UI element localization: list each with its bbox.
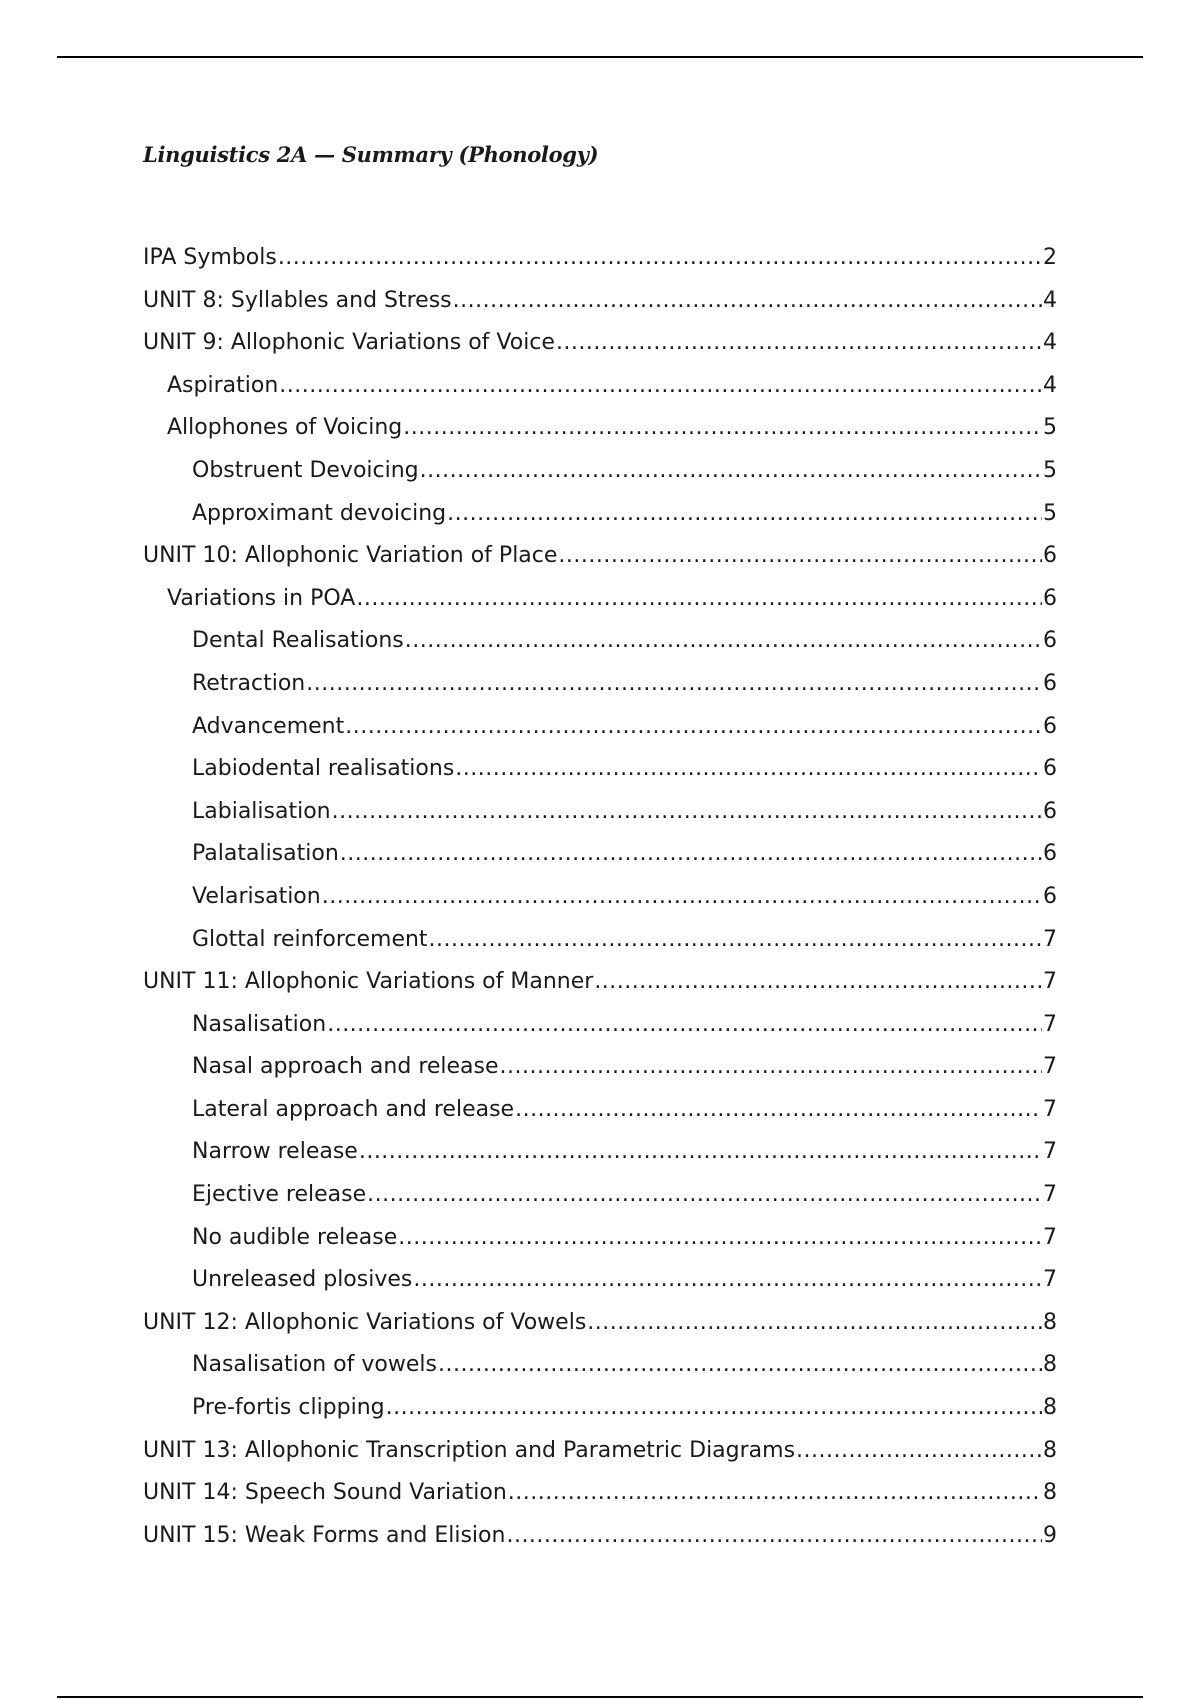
toc-entry[interactable] <box>143 535 1057 578</box>
toc-entry-label: UNIT 14: Speech Sound Variation <box>143 1480 507 1506</box>
toc-entry-label: Labiodental realisations <box>192 756 455 782</box>
toc-dot-leader <box>413 1259 1042 1302</box>
toc-entry-label: UNIT 13: Allophonic Transcription and Parametric Diagrams <box>143 1437 796 1463</box>
toc-entry-page-number: 6 <box>1043 670 1057 696</box>
toc-entry[interactable] <box>143 1046 1057 1089</box>
toc-entry[interactable] <box>143 1387 1057 1430</box>
toc-entry-page-number: 8 <box>1043 1309 1057 1335</box>
toc-dot-leader <box>420 450 1042 493</box>
toc-entry-label: UNIT 8: Syllables and Stress <box>143 287 452 313</box>
toc-entry-page-number: 9 <box>1043 1522 1057 1548</box>
toc-dot-leader <box>367 1174 1042 1217</box>
toc-dot-leader <box>558 535 1042 578</box>
toc-dot-leader <box>278 237 1042 280</box>
toc-entry[interactable] <box>143 1217 1057 1260</box>
toc-entry-label: Unreleased plosives <box>192 1267 413 1293</box>
toc-dot-leader <box>453 280 1042 323</box>
toc-entry-page-number: 6 <box>1043 841 1057 867</box>
toc-dot-leader <box>429 919 1042 962</box>
toc-entry-page-number: 4 <box>1043 330 1057 356</box>
toc-entry-page-number: 6 <box>1043 883 1057 909</box>
toc-entry-page-number: 8 <box>1043 1437 1057 1463</box>
toc-dot-leader <box>515 1089 1042 1132</box>
toc-entry-label: Lateral approach and release <box>192 1096 515 1122</box>
toc-entry-page-number: 7 <box>1043 1096 1057 1122</box>
toc-dot-leader <box>327 1004 1042 1047</box>
toc-dot-leader <box>447 493 1042 536</box>
toc-entry-page-number: 8 <box>1043 1352 1057 1378</box>
toc-entry[interactable] <box>143 578 1057 621</box>
toc-dot-leader <box>796 1430 1042 1473</box>
toc-entry-page-number: 6 <box>1043 628 1057 654</box>
toc-entry[interactable] <box>143 280 1057 323</box>
toc-entry[interactable] <box>143 365 1057 408</box>
toc-entry[interactable] <box>143 748 1057 791</box>
toc-entry-label: Palatalisation <box>192 841 339 867</box>
toc-dot-leader <box>356 578 1042 621</box>
toc-entry-page-number: 6 <box>1043 798 1057 824</box>
toc-entry-label: No audible release <box>192 1224 398 1250</box>
toc-entry-label: Dental Realisations <box>192 628 404 654</box>
toc-entry-page-number: 7 <box>1043 1139 1057 1165</box>
toc-dot-leader <box>306 663 1042 706</box>
toc-entry[interactable] <box>143 876 1057 919</box>
document-title: Linguistics 2A — Summary (Phonology) <box>143 142 599 167</box>
toc-entry-label: Allophones of Voicing <box>167 415 403 441</box>
toc-entry[interactable] <box>143 322 1057 365</box>
toc-entry-page-number: 4 <box>1043 372 1057 398</box>
toc-entry-page-number: 7 <box>1043 1182 1057 1208</box>
toc-entry-label: Retraction <box>192 670 306 696</box>
toc-entry-page-number: 7 <box>1043 1224 1057 1250</box>
toc-entry[interactable] <box>143 493 1057 536</box>
toc-entry-label: Nasal approach and release <box>192 1054 499 1080</box>
toc-entry-label: Nasalisation <box>192 1011 327 1037</box>
toc-dot-leader <box>594 961 1042 1004</box>
toc-entry-page-number: 8 <box>1043 1480 1057 1506</box>
table-of-contents <box>143 237 1057 1557</box>
toc-entry[interactable] <box>143 620 1057 663</box>
toc-entry-label: Advancement <box>192 713 345 739</box>
toc-entry[interactable] <box>143 706 1057 749</box>
toc-entry-page-number: 5 <box>1043 500 1057 526</box>
toc-entry-page-number: 7 <box>1043 1011 1057 1037</box>
toc-entry[interactable] <box>143 833 1057 876</box>
toc-entry-label: Pre-fortis clipping <box>192 1395 385 1421</box>
toc-dot-leader <box>345 706 1042 749</box>
toc-entry-label: UNIT 15: Weak Forms and Elision <box>143 1522 506 1548</box>
toc-entry[interactable] <box>143 450 1057 493</box>
toc-entry-label: UNIT 9: Allophonic Variations of Voice <box>143 330 555 356</box>
toc-entry-page-number: 7 <box>1043 1267 1057 1293</box>
toc-entry-page-number: 4 <box>1043 287 1057 313</box>
toc-dot-leader <box>403 407 1042 450</box>
toc-entry-page-number: 5 <box>1043 457 1057 483</box>
toc-entry[interactable] <box>143 1515 1057 1558</box>
toc-entry-label: UNIT 10: Allophonic Variation of Place <box>143 543 558 569</box>
toc-entry-label: Ejective release <box>192 1182 367 1208</box>
toc-entry[interactable] <box>143 1131 1057 1174</box>
toc-entry-label: Approximant devoicing <box>192 500 447 526</box>
toc-entry[interactable] <box>143 237 1057 280</box>
toc-dot-leader <box>587 1302 1042 1345</box>
toc-entry-label: Narrow release <box>192 1139 358 1165</box>
toc-entry-label: Nasalisation of vowels <box>192 1352 437 1378</box>
toc-entry-label: Glottal reinforcement <box>192 926 428 952</box>
toc-entry-page-number: 8 <box>1043 1395 1057 1421</box>
toc-entry-page-number: 6 <box>1043 543 1057 569</box>
toc-entry-page-number: 5 <box>1043 415 1057 441</box>
toc-entry-page-number: 7 <box>1043 969 1057 995</box>
toc-entry[interactable] <box>143 1004 1057 1047</box>
toc-dot-leader <box>438 1344 1042 1387</box>
toc-entry-page-number: 7 <box>1043 926 1057 952</box>
toc-entry[interactable] <box>143 407 1057 450</box>
toc-entry-page-number: 2 <box>1043 245 1057 270</box>
toc-entry[interactable] <box>143 1302 1057 1345</box>
toc-dot-leader <box>332 791 1042 834</box>
toc-entry-label: Variations in POA <box>167 585 356 611</box>
toc-entry-page-number: 6 <box>1043 756 1057 782</box>
toc-entry[interactable] <box>143 1430 1057 1473</box>
toc-dot-leader <box>386 1387 1042 1430</box>
toc-entry-label: UNIT 11: Allophonic Variations of Manner <box>143 969 594 995</box>
toc-entry[interactable] <box>143 1174 1057 1217</box>
toc-dot-leader <box>508 1472 1042 1515</box>
toc-entry-label: Aspiration <box>167 372 279 398</box>
toc-entry[interactable] <box>143 1344 1057 1387</box>
header-rule <box>57 56 1143 58</box>
toc-entry-label: UNIT 12: Allophonic Variations of Vowels <box>143 1309 587 1335</box>
toc-dot-leader <box>455 748 1042 791</box>
toc-dot-leader <box>359 1131 1042 1174</box>
toc-dot-leader <box>405 620 1042 663</box>
toc-dot-leader <box>398 1217 1042 1260</box>
toc-entry[interactable] <box>143 1089 1057 1132</box>
toc-entry[interactable] <box>143 663 1057 706</box>
toc-entry-page-number: 7 <box>1043 1054 1057 1080</box>
toc-entry-page-number: 6 <box>1043 585 1057 611</box>
toc-dot-leader <box>340 833 1042 876</box>
toc-entry-label: Labialisation <box>192 798 331 824</box>
toc-entry[interactable] <box>143 1472 1057 1515</box>
footer-rule <box>57 1696 1143 1698</box>
toc-entry[interactable] <box>143 1259 1057 1302</box>
toc-dot-leader <box>279 365 1042 408</box>
toc-entry-label: IPA Symbols <box>143 245 277 270</box>
toc-dot-leader <box>506 1515 1042 1558</box>
toc-entry[interactable] <box>143 791 1057 834</box>
toc-entry-label: Obstruent Devoicing <box>192 457 419 483</box>
toc-dot-leader <box>500 1046 1042 1089</box>
toc-entry-page-number: 6 <box>1043 713 1057 739</box>
toc-entry-label: Velarisation <box>192 883 321 909</box>
toc-dot-leader <box>556 322 1042 365</box>
toc-entry[interactable] <box>143 961 1057 1004</box>
toc-entry[interactable] <box>143 919 1057 962</box>
toc-dot-leader <box>322 876 1042 919</box>
